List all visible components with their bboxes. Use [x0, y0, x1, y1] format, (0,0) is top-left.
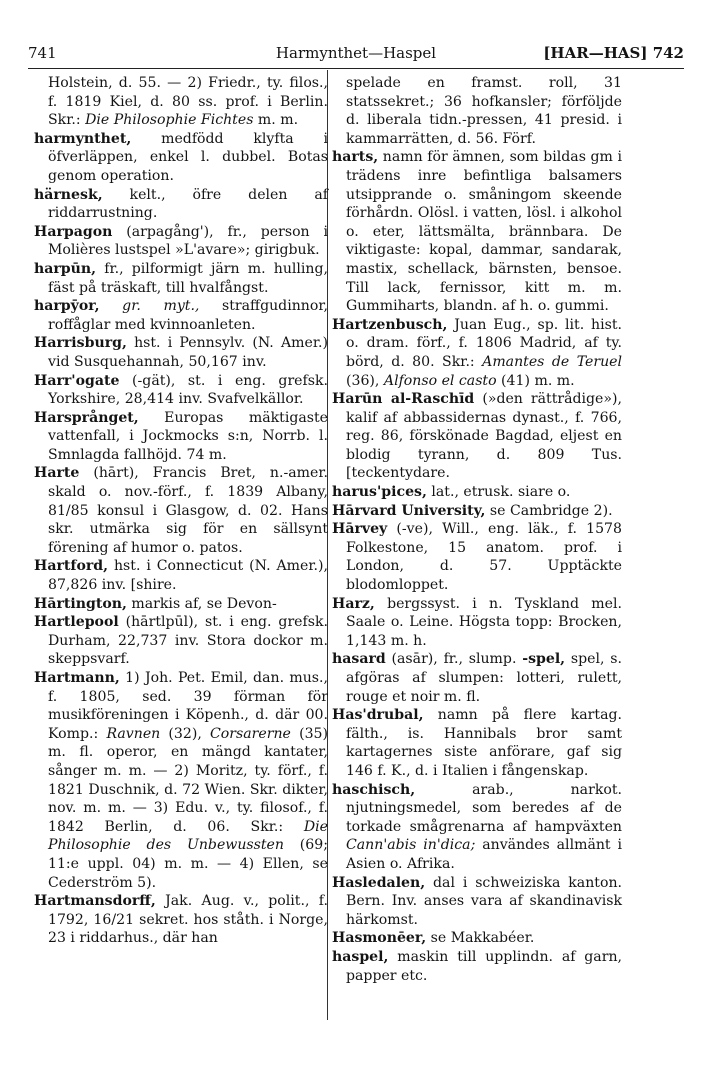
page-number-right: 742: [652, 44, 684, 62]
entry-headword: Hasledalen,: [332, 874, 426, 891]
dictionary-entry: [332, 520, 622, 594]
dictionary-entry: [34, 186, 328, 223]
entry-text: maskin till upplindn. af garn, papper etc.: [346, 948, 622, 984]
entry-range: [HAR—HAS]: [543, 44, 648, 62]
left-column: [34, 74, 328, 948]
page-range-right: [543, 44, 684, 62]
entry-text: (36),: [346, 372, 384, 389]
entry-text: (»den rättrådige»), kalif af abbassidernas dynast., f. 766, reg. 86, förskönade Bagdad, eljest en blodig tyrann, d. 809 Tus. [teckentydare.: [346, 391, 623, 482]
entry-text: (69; 11:e uppl. 04) m. m. — 4) Ellen, se Cederström 5).: [48, 837, 328, 891]
entry-text: (32),: [160, 725, 211, 742]
entry-headword: Hartzenbusch,: [332, 316, 448, 333]
entry-italic-text: Ravnen: [106, 725, 161, 742]
entry-text: markis af, se Devon-: [126, 595, 277, 612]
dictionary-entry: [34, 223, 328, 260]
entry-headword: Hartlepool: [34, 614, 119, 631]
entry-headword: hasard: [332, 651, 386, 668]
entry-italic-text: Corsarerne: [210, 725, 291, 742]
dictionary-entry: [332, 390, 622, 483]
dictionary-entry: [332, 929, 622, 948]
entry-italic-text: Amantes de Teruel: [482, 353, 622, 370]
entry-headword: harpūn,: [34, 260, 97, 277]
dictionary-entry: [34, 260, 328, 297]
entry-headword: harts,: [332, 149, 379, 166]
entry-headword: Hasmonēer,: [332, 930, 427, 947]
entry-text: Jak. Aug. v., polit., f. 1792, 16/21 sekret. hos ståth. i Norge, 23 i riddarhus., där han: [48, 893, 328, 947]
entry-text: spel, s. afgöras af slumpen: lotteri, rulett, rouge et noir m. fl.: [346, 651, 622, 705]
page-number-left: 741: [28, 44, 57, 62]
dictionary-entry: [34, 557, 328, 594]
entry-text: [100, 298, 123, 314]
entry-text: arab., narkot. njutningsmedel, som beredes af de torkade smågrenarna af hampväxten: [346, 781, 622, 835]
entry-text: (35) m. fl. operor, en mängd kantater, sånger m. m. — 2) Moritz, ty. förf., f. 1821 Duschnik, d. 72 Wien. Skr. dikter, nov. m. m. — 3) Edu. v., ty. filosof., f. 1842 Berlin, d. 06. Skr.:: [48, 725, 329, 835]
entry-text: hst. i Connecticut (N. Amer.), 87,826 inv. [shire.: [48, 558, 328, 594]
entry-text: straffgudinnor, roffåglar med kvinnoanleten.: [48, 298, 329, 333]
dictionary-entry: [34, 409, 328, 465]
entry-italic-text: Cann'abis in'dica;: [346, 837, 476, 854]
entry-text: se Cambridge 2).: [485, 502, 613, 519]
entry-headword: Has'drubal,: [332, 707, 424, 724]
dictionary-entry: [332, 316, 622, 390]
dictionary-entry: [34, 334, 328, 371]
entry-text: (41) m. m.: [496, 372, 575, 389]
entry-italic-text: gr. myt.,: [122, 298, 200, 315]
dictionary-entry: [332, 650, 622, 706]
entry-text: Juan Eug., sp. lit. hist. o. dram. förf., f. 1806 Madrid, af ty. börd, d. 80. Skr.:: [346, 316, 622, 370]
entry-text: Europas mäktigaste vattenfall, i Jockmocks s:n, Norrb. l. Smnlagda fallhöjd. 74 m.: [48, 409, 328, 463]
entry-headword: -spel,: [522, 651, 566, 668]
entry-headword: Hartmansdorff,: [34, 893, 156, 910]
page-header: [28, 40, 684, 69]
entry-text: m. m.: [253, 112, 299, 129]
entry-text: (hārt), Francis Bret, n.-amer. skald o. nov.-förf., f. 1839 Albany, 81/85 konsul i Glasgow, d. 02. Hans skr. utmärka sig för en sällsynt förening af humor o. patos.: [48, 465, 328, 556]
entry-headword: Hartmann,: [34, 670, 120, 686]
dictionary-entry: [332, 706, 622, 780]
dictionary-entry: [332, 781, 622, 874]
dictionary-entry: [34, 130, 328, 186]
entry-headword: Harsprånget,: [34, 409, 139, 426]
entry-headword: haschisch,: [332, 781, 416, 798]
entry-text: (-ve), Will., eng. läk., f. 1578 Folkestone, 15 anatom. prof. i London, d. 57. Upptäckte blodomloppet.: [346, 521, 622, 594]
dictionary-entry: [332, 74, 622, 148]
entry-text: namn för ämnen, som bildas gm i trädens inre befintliga balsamers utsipprande o. småningom skeende förhårdn. Olösl. i vatten, lösl. i alkohol o. eter, lättsmälta, brännbara. De viktigaste: kopal, dammar, sandarak, mastix, schellack, bärnsten, bensoe. Till lack, fernissor, kitt m. m. Gummiharts, blandn. af h. o. gummi.: [346, 149, 622, 315]
dictionary-entry: [34, 464, 328, 557]
entry-text: hst. i Pennsylv. (N. Amer.) vid Susquehannah, 50,167 inv.: [48, 335, 328, 370]
entry-headword: Harrisburg,: [34, 335, 127, 352]
dictionary-entry: [34, 613, 328, 669]
entry-headword: haspel,: [332, 948, 389, 965]
entry-text: lat., etrusk. siare o.: [426, 484, 571, 501]
dictionary-entry: [34, 372, 328, 409]
right-column: [332, 74, 622, 985]
entry-headword: Hartford,: [34, 558, 109, 575]
entry-headword: Harūn al-Raschīd: [332, 391, 475, 408]
entry-italic-text: Die Philosophie des Unbewussten: [48, 818, 328, 854]
entry-headword: Hārtington,: [34, 595, 127, 612]
dictionary-entry: [34, 892, 328, 948]
entry-headword: Hārvard University,: [332, 502, 486, 519]
entry-text: Holstein, d. 55. — 2) Friedr., ty. filos., f. 1819 Kiel, d. 80 ss. prof. i Berlin. Skr.:: [48, 75, 328, 129]
dictionary-entry: [34, 297, 328, 334]
dictionary-entry: [332, 483, 622, 502]
entry-text: 1) Joh. Pet. Emil, dan. mus., f. 1805, sed. 39 förman för musikföreningen i Köpenh., d. där 00. Komp.:: [48, 670, 328, 742]
entry-text: se Makkabéer.: [426, 930, 535, 947]
dictionary-entry: [332, 502, 622, 521]
entry-text: (-gät), st. i eng. grefsk. Yorkshire, 28,414 inv. Svafvelkällor.: [48, 372, 328, 408]
entry-text: dal i schweiziska kanton. Bern. Inv. anses vara af skandinavisk härkomst.: [346, 874, 622, 928]
entry-text: (arpagång'), fr., person i Molières lustspel »L'avare»; girigbuk.: [48, 223, 328, 259]
entry-text: namn på flere kartag. fälth., is. Hannibals bror samt kartagernes siste anförare, gaf sig 146 f. K., d. i Italien i fångenskap.: [346, 707, 622, 779]
entry-headword: Harz,: [332, 595, 375, 612]
dictionary-entry: [332, 874, 622, 930]
entry-text: fr., pilformigt järn m. hulling, fäst på träskaft, till hvalfångst.: [48, 260, 328, 296]
entry-headword: harus'pices,: [332, 484, 427, 501]
entry-headword: harmynthet,: [34, 130, 132, 147]
dictionary-entry: [34, 74, 328, 130]
entry-text: användes allmänt i Asien o. Afrika.: [346, 837, 622, 872]
dictionary-entry: [34, 595, 328, 614]
running-title: Harmynthet—Haspel: [275, 44, 437, 62]
dictionary-entry: [332, 148, 622, 315]
entry-italic-text: Alfonso el casto: [383, 372, 497, 389]
dictionary-entry: [332, 948, 622, 985]
entry-text: (asār), fr., slump.: [385, 651, 523, 668]
entry-headword: härnesk,: [34, 186, 103, 203]
entry-headword: Hārvey: [332, 521, 388, 538]
entry-italic-text: Die Philosophie Fichtes: [85, 112, 254, 129]
entry-text: kelt., öfre delen af riddarrustning.: [48, 186, 328, 222]
entry-text: (hārtlpūl), st. i eng. grefsk. Durham, 22,737 inv. Stora dockor m. skeppsvarf.: [48, 614, 328, 668]
entry-text: spelade en framst. roll, 31 statssekret.; 36 hofkansler; förföljde d. liberala tidn.-pressen, 41 presid. i kammarrätten, d. 56. Förf.: [346, 75, 622, 147]
entry-headword: Harte: [34, 465, 80, 482]
entry-text: bergssyst. i n. Tyskland mel. Saale o. Leine. Högsta topp: Brocken, 1,143 m. h.: [346, 595, 622, 649]
entry-text: medfödd klyfta i öfverläppen, enkel l. dubbel. Botas genom operation.: [48, 130, 328, 184]
dictionary-entry: [34, 669, 328, 892]
dictionary-entry: [332, 595, 622, 651]
entry-headword: harpȳor,: [34, 298, 100, 315]
entry-headword: Harr'ogate: [34, 372, 120, 389]
entry-headword: Harpagon: [34, 223, 113, 240]
